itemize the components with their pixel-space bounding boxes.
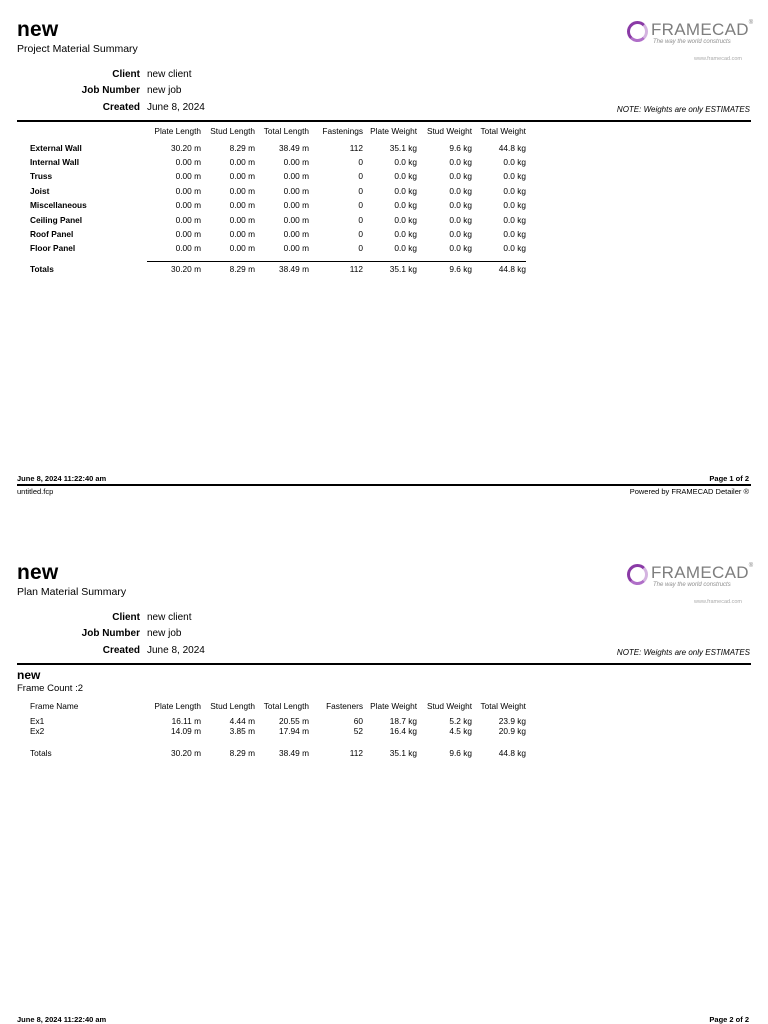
column-header: Total Length (263, 701, 309, 711)
row-name: Joist (30, 186, 50, 196)
report-subtitle: Plan Material Summary (17, 586, 127, 598)
report-subtitle: Project Material Summary (17, 43, 138, 55)
row-name: Miscellaneous (30, 200, 87, 210)
page-title: new (17, 561, 59, 584)
column-header: Total Weight (480, 126, 526, 136)
totals-rule (147, 261, 526, 262)
row-name: Floor Panel (30, 243, 76, 253)
footer-date: June 8, 2024 11:22:40 am (17, 474, 107, 483)
job-number-label: Job Number (81, 85, 140, 96)
column-header: Plate Length (154, 126, 201, 136)
file-name: untitled.fcp (17, 487, 54, 496)
weights-note: NOTE: Weights are only ESTIMATES (616, 105, 750, 114)
client-value: new client (147, 612, 192, 623)
column-header: Fastenings (322, 126, 363, 136)
job-number-value: new job (147, 628, 182, 639)
row-name: Ceiling Panel (30, 215, 83, 225)
created-value: June 8, 2024 (147, 102, 205, 113)
page-title: new (17, 18, 59, 41)
job-number-label: Job Number (81, 628, 140, 639)
row-name: Roof Panel (30, 229, 74, 239)
totals-label: Totals (30, 748, 52, 758)
created-label: Created (102, 102, 140, 113)
row-name: Truss (30, 171, 53, 181)
header-divider (17, 663, 751, 665)
frame-count: Frame Count :2 (17, 683, 83, 694)
column-header: Fasteners (326, 701, 363, 711)
column-header: Frame Name (30, 701, 79, 711)
client-label: Client (112, 69, 140, 80)
client-label: Client (112, 612, 140, 623)
plan-title: new (17, 668, 41, 682)
row-name: External Wall (30, 143, 82, 153)
column-header: Plate Weight (370, 126, 417, 136)
framecad-logo: FRAMECAD® The way the world constructs www.framecad.com (622, 561, 756, 609)
weights-note: NOTE: Weights are only ESTIMATES (616, 648, 750, 657)
footer-divider (17, 484, 751, 486)
column-header: Stud Weight (426, 701, 472, 711)
framecad-logo: FRAMECAD® The way the world constructs www.framecad.com (622, 18, 756, 66)
footer-date: June 8, 2024 11:22:40 am (17, 1015, 107, 1024)
logo-ring-icon (627, 564, 648, 585)
powered-by: Powered by FRAMECAD Detailer ® (629, 487, 749, 496)
column-header: Total Length (263, 126, 309, 136)
totals-label: Totals (30, 264, 54, 274)
created-label: Created (102, 645, 140, 656)
job-number-value: new job (147, 85, 182, 96)
page-number: Page 1 of 2 (709, 474, 749, 483)
logo-ring-icon (627, 21, 648, 42)
frame-name: Ex1 (30, 716, 45, 726)
header-divider (17, 120, 751, 122)
page-number: Page 2 of 2 (709, 1015, 749, 1024)
column-header: Plate Length (154, 701, 201, 711)
client-value: new client (147, 69, 192, 80)
row-name: Internal Wall (30, 157, 80, 167)
column-header: Stud Length (210, 126, 255, 136)
created-value: June 8, 2024 (147, 645, 205, 656)
column-header: Stud Weight (426, 126, 472, 136)
column-header: Total Weight (480, 701, 526, 711)
frame-name: Ex2 (30, 726, 45, 736)
column-header: Plate Weight (370, 701, 417, 711)
column-header: Stud Length (210, 701, 255, 711)
